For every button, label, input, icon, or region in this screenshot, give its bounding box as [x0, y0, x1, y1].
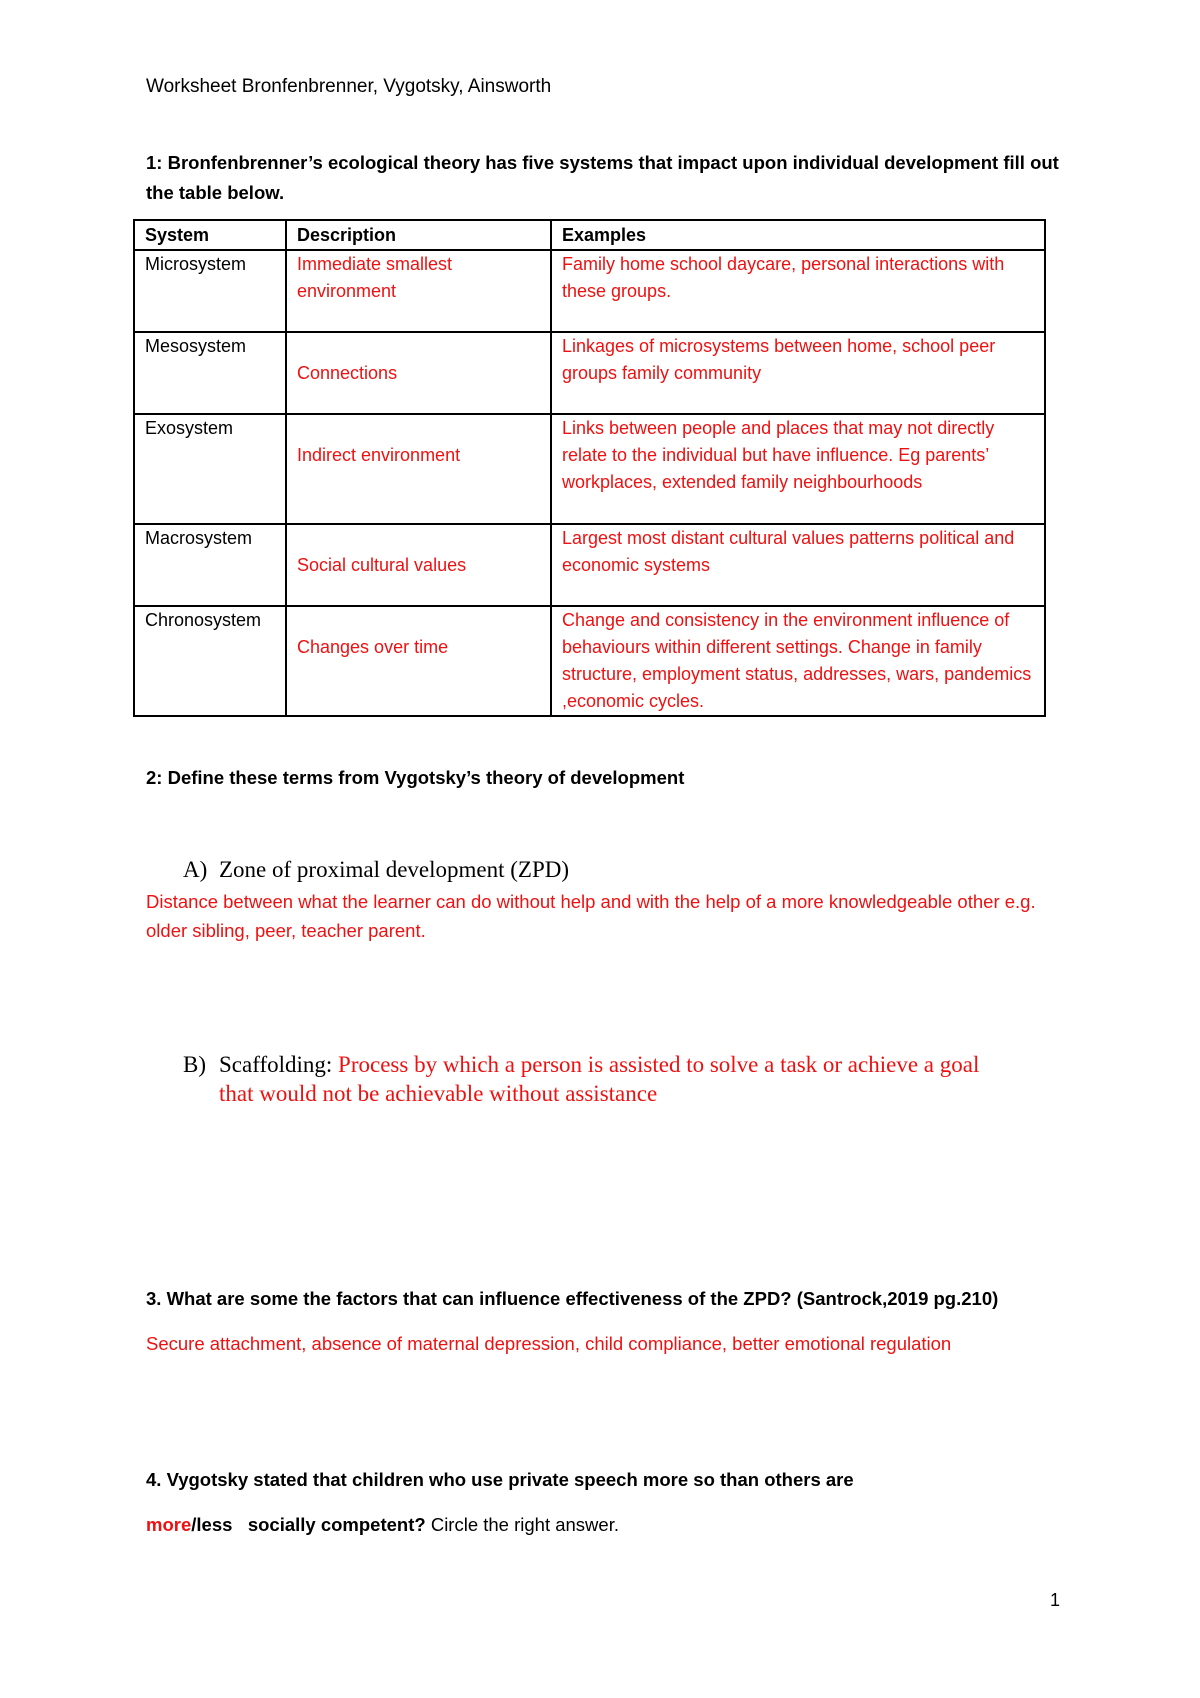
examples-cell: Links between people and places that may not directly relate to the individual but have influence. Eg parents’ workplaces, extended family neighbourhoods — [551, 414, 1045, 524]
table-row — [134, 606, 1045, 716]
examples-cell: Change and consistency in the environment influence of behaviours within different settings. Change in family structure, employment status, addresses, wars, pandemics ,economic cycles. — [551, 606, 1045, 716]
answer-option-slash: / — [191, 1514, 197, 1535]
column-header-description: Description — [286, 220, 551, 250]
table-row — [134, 524, 1045, 606]
zpd-term-label: Zone of proximal development (ZPD) — [219, 857, 570, 882]
column-header-system: System — [134, 220, 286, 250]
system-cell: Exosystem — [134, 414, 286, 524]
question-3-prompt: 3. What are some the factors that can influence effectiveness of the ZPD? (Santrock,2019 pg.210) — [146, 1288, 999, 1309]
question-4-prompt: 4. Vygotsky stated that children who use private speech more so than others are — [146, 1469, 854, 1490]
scaffolding-answer-line-2: that would not be achievable without assistance — [219, 1081, 658, 1106]
scaffolding-separator: : — [325, 1052, 333, 1077]
item-letter-a: A) — [183, 857, 208, 882]
answer-option-more: more — [146, 1514, 192, 1535]
scaffolding-term-label: Scaffolding — [219, 1052, 326, 1077]
description-cell — [286, 332, 551, 414]
table-row — [134, 332, 1045, 414]
question-1-prompt: 1: Bronfenbrenner’s ecological theory has five systems that impact upon individual development fill out the table below. — [146, 152, 1059, 203]
description-cell — [286, 414, 551, 524]
description-text: Changes over time — [297, 637, 449, 657]
description-text: Connections — [297, 363, 398, 383]
zpd-term — [183, 857, 569, 883]
question-3-answer: Secure attachment, absence of maternal depression, child compliance, better emotional regulation — [146, 1333, 952, 1354]
scaffolding-line-1 — [183, 1050, 1063, 1079]
answer-option-less: less — [196, 1514, 233, 1535]
examples-cell: Linkages of microsystems between home, school peer groups family community — [551, 332, 1045, 414]
ecological-systems-table — [133, 219, 1046, 717]
scaffolding-item — [183, 1050, 1063, 1108]
system-cell: Chronosystem — [134, 606, 286, 716]
description-cell — [286, 524, 551, 606]
system-cell: Macrosystem — [134, 524, 286, 606]
question-4-answer-line — [146, 1514, 619, 1536]
scaffolding-answer-line-1: Process by which a person is assisted to solve a task or achieve a goal — [338, 1052, 980, 1077]
question-4-instruction: Circle the right answer. — [430, 1514, 619, 1535]
page-number: 1 — [1050, 1590, 1061, 1610]
system-cell: Mesosystem — [134, 332, 286, 414]
description-cell — [286, 606, 551, 716]
description-cell: Immediate smallest environment — [286, 250, 551, 332]
zpd-answer: Distance between what the learner can do without help and with the help of a more knowledgeable other e.g. older sibling, peer, teacher parent. — [146, 891, 1036, 941]
document-header: Worksheet Bronfenbrenner, Vygotsky, Ainsworth — [146, 76, 552, 97]
column-header-examples: Examples — [551, 220, 1045, 250]
table-row — [134, 414, 1045, 524]
question-4-suffix: socially competent? — [247, 1514, 426, 1535]
description-text: Indirect environment — [297, 445, 461, 465]
table-header-row — [134, 220, 1045, 250]
system-cell: Microsystem — [134, 250, 286, 332]
examples-cell: Family home school daycare, personal interactions with these groups. — [551, 250, 1045, 332]
question-2-prompt: 2: Define these terms from Vygotsky’s theory of development — [146, 767, 685, 788]
description-text: Social cultural values — [297, 555, 467, 575]
examples-cell: Largest most distant cultural values patterns political and economic systems — [551, 524, 1045, 606]
table-row — [134, 250, 1045, 332]
item-letter-b: B) — [183, 1052, 206, 1077]
